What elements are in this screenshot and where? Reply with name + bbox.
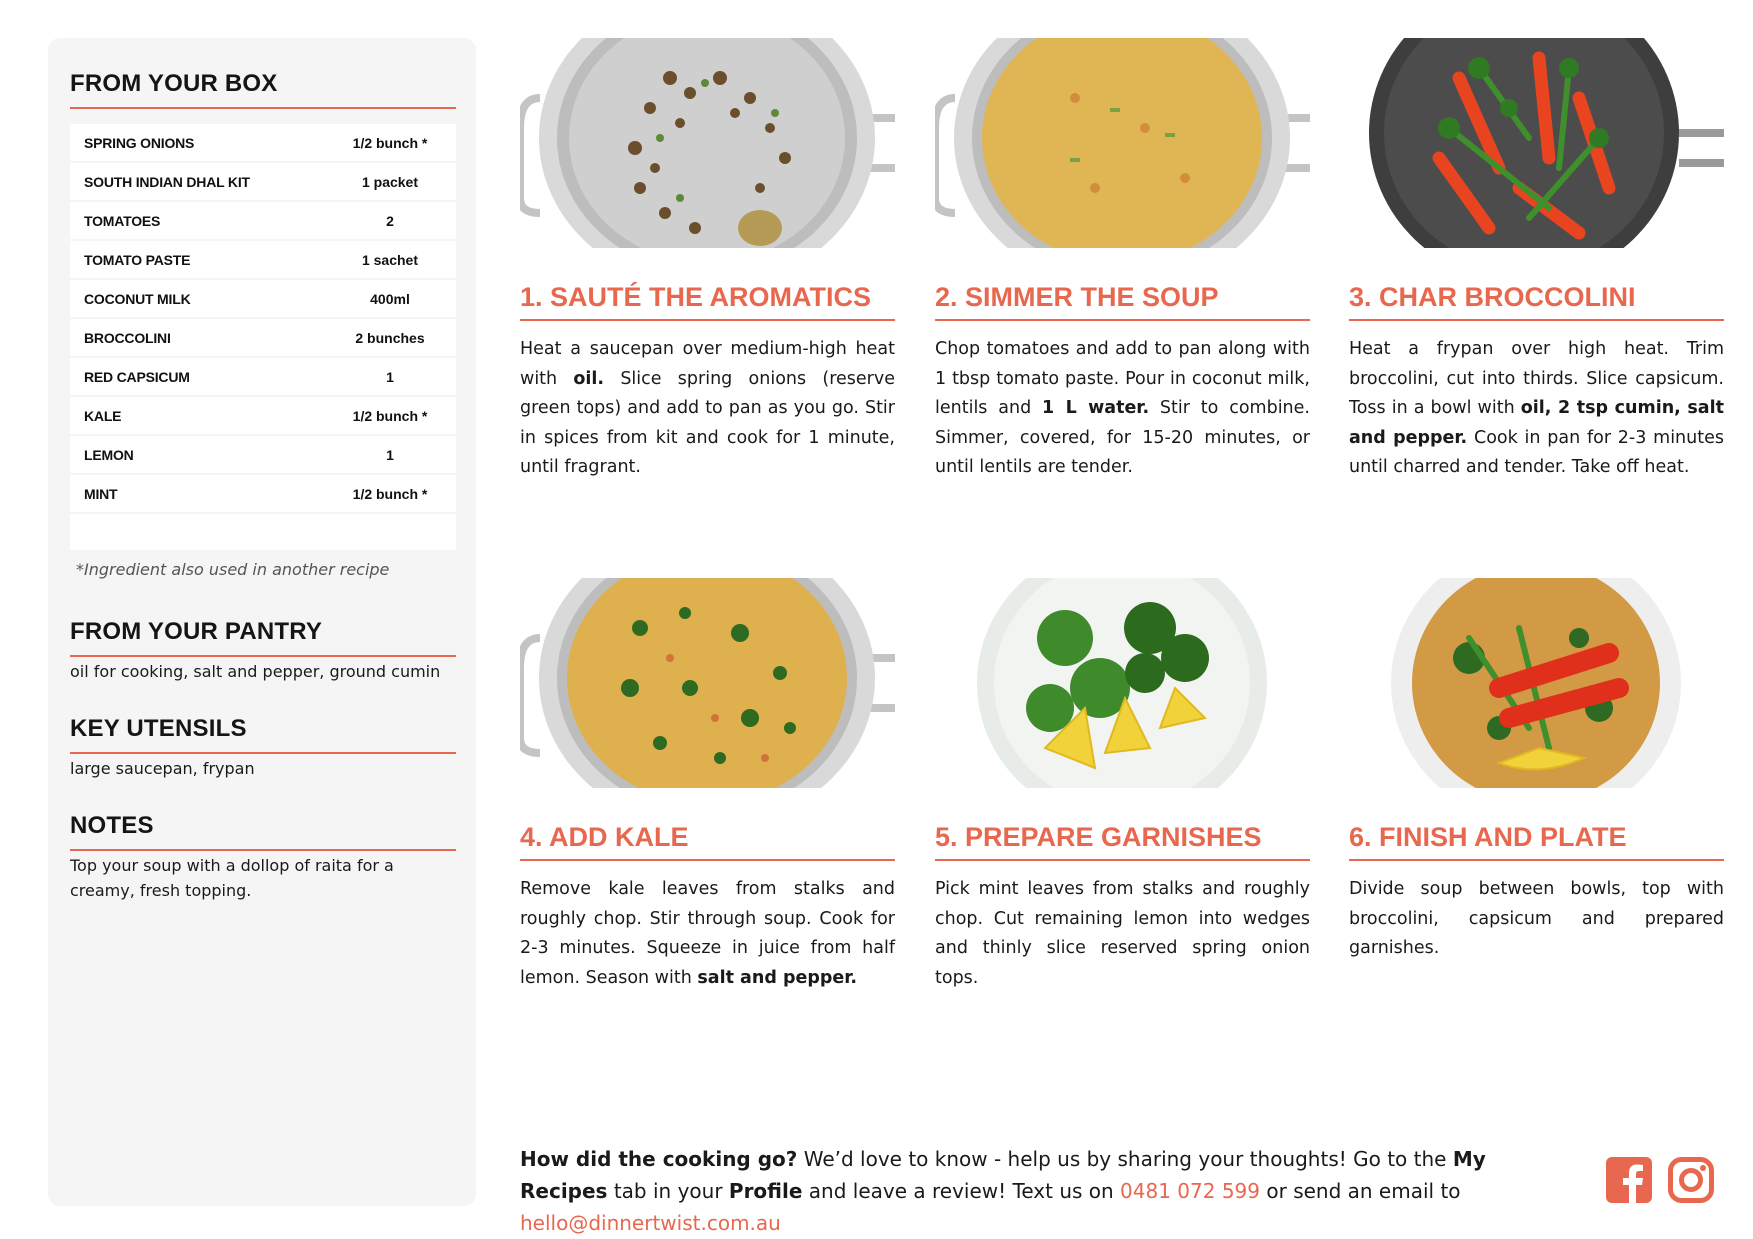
- step-6-photo: [1349, 578, 1724, 788]
- ingredient-row: [70, 358, 456, 397]
- ingredient-row: [70, 319, 456, 358]
- step-bold-text: oil, 2 tsp cumin, salt and pepper.: [1349, 398, 1724, 448]
- profile-label: Profile: [728, 1179, 803, 1203]
- ingredient-name: COCONUT MILK: [84, 290, 191, 307]
- ingredient-row: [70, 436, 456, 475]
- ingredients-sidebar: [48, 38, 476, 1206]
- step-text: Chop tomatoes and add to pan along with 1 tbsp tomato paste. Pour in coconut milk, lentils and: [935, 339, 1310, 418]
- ingredient-qty: 1 sachet: [361, 251, 419, 268]
- ingredient-name: MINT: [84, 485, 118, 502]
- ingredient-name: SPRING ONIONS: [84, 134, 195, 151]
- feedback-question: How did the cooking go?: [520, 1147, 798, 1171]
- ingredient-row: [70, 202, 456, 241]
- step-text: Divide soup between bowls, top with broccolini, capsicum and prepared garnishes.: [1349, 879, 1724, 958]
- instagram-icon[interactable]: [1668, 1157, 1714, 1203]
- step-text: Cook in pan for 2-3 minutes until charred and tender. Take off heat.: [1349, 427, 1724, 477]
- feedback-text-part: We’d love to know - help us by sharing your thoughts! Go to the: [797, 1147, 1453, 1171]
- step-text: Heat a saucepan over medium-high heat with: [520, 339, 895, 389]
- ingredient-qty: 1/2 bunch *: [352, 407, 428, 424]
- my-recipes-label: My Recipes: [520, 1147, 1486, 1203]
- facebook-icon[interactable]: [1606, 1157, 1652, 1203]
- step-3: [1349, 38, 1724, 483]
- ingredient-row: [70, 241, 456, 280]
- step-bold-text: oil.: [573, 368, 605, 389]
- ingredient-qty: 2 bunches: [355, 329, 425, 346]
- notes-text: Top your soup with a dollop of raita for a creamy, fresh topping.: [70, 856, 394, 900]
- feedback-text-part: and leave a review! Text us on: [802, 1179, 1121, 1203]
- step-5-body: [935, 875, 1310, 993]
- ingredient-name: SOUTH INDIAN DHAL KIT: [84, 173, 250, 190]
- ingredient-row: [70, 280, 456, 319]
- ingredient-name: BROCCOLINI: [84, 329, 171, 346]
- from-your-pantry-heading: FROM YOUR PANTRY: [70, 618, 456, 657]
- step-4: [520, 578, 895, 993]
- step-6: [1349, 578, 1724, 964]
- email-link[interactable]: hello@dinnertwist.com.au: [520, 1211, 781, 1235]
- step-3-photo: [1349, 38, 1724, 248]
- pantry-text: oil for cooking, salt and pepper, ground cumin: [70, 662, 441, 681]
- ingredient-qty: 1: [386, 446, 394, 463]
- from-your-box-heading: FROM YOUR BOX: [70, 70, 456, 109]
- step-text: Stir to combine. Simmer, covered, for 15-20 minutes, or until lentils are tender.: [935, 398, 1310, 477]
- ingredient-row: [70, 124, 456, 163]
- step-6-body: [1349, 875, 1724, 964]
- step-4-body: [520, 875, 895, 993]
- ingredient-qty: 1: [386, 368, 394, 385]
- step-5-photo: [935, 578, 1310, 788]
- step-1-photo: [520, 38, 895, 248]
- step-1: [520, 38, 895, 483]
- step-5: [935, 578, 1310, 993]
- step-text: Pick mint leaves from stalks and roughly chop. Cut remaining lemon into wedges and thinly slice reserved spring onion tops.: [935, 879, 1310, 988]
- box-ingredients-table: [70, 124, 456, 550]
- utensils-text: large saucepan, frypan: [70, 759, 255, 778]
- ingredient-name: TOMATOES: [84, 212, 161, 229]
- ingredient-row: [70, 397, 456, 436]
- feedback-text-part: or send an email to: [1260, 1179, 1461, 1203]
- ingredient-row: [70, 163, 456, 202]
- step-2-body: [935, 335, 1310, 483]
- ingredient-qty: 400ml: [370, 290, 410, 307]
- ingredient-name: KALE: [84, 407, 122, 424]
- step-5-title: 5. PREPARE GARNISHES: [935, 822, 1310, 861]
- step-2-title: 2. SIMMER THE SOUP: [935, 282, 1310, 321]
- ingredient-footnote: *Ingredient also used in another recipe: [76, 560, 390, 579]
- step-3-body: [1349, 335, 1724, 483]
- key-utensils-heading: KEY UTENSILS: [70, 715, 456, 754]
- step-4-photo: [520, 578, 895, 788]
- step-text: Heat a frypan over high heat. Trim broccolini, cut into thirds. Slice capsicum. Toss in a bowl with: [1349, 339, 1724, 418]
- ingredient-qty: 1/2 bunch *: [352, 134, 428, 151]
- step-4-title: 4. ADD KALE: [520, 822, 895, 861]
- ingredient-qty: 1 packet: [361, 173, 419, 190]
- ingredient-qty: 2: [386, 212, 394, 229]
- feedback-text: [520, 1143, 1580, 1239]
- step-text: Slice spring onions (reserve green tops) and add to pan as you go. Stir in spices from kit and cook for 1 minute, until fragrant.: [520, 368, 895, 477]
- step-2-photo: [935, 38, 1310, 248]
- ingredient-name: LEMON: [84, 446, 134, 463]
- ingredient-name: RED CAPSICUM: [84, 368, 190, 385]
- ingredient-qty: 1/2 bunch *: [352, 485, 428, 502]
- step-3-title: 3. CHAR BROCCOLINI: [1349, 282, 1724, 321]
- ingredient-name: TOMATO PASTE: [84, 251, 191, 268]
- step-bold-text: 1 L water.: [1042, 398, 1150, 418]
- step-2: [935, 38, 1310, 483]
- step-bold-text: salt and pepper.: [697, 967, 858, 988]
- notes-heading: NOTES: [70, 812, 456, 851]
- step-1-title: 1. SAUTÉ THE AROMATICS: [520, 282, 895, 321]
- step-6-title: 6. FINISH AND PLATE: [1349, 822, 1724, 861]
- step-1-body: [520, 335, 895, 483]
- empty-row: [70, 514, 456, 550]
- ingredient-row: [70, 475, 456, 514]
- feedback-text-part: tab in your: [607, 1179, 729, 1203]
- phone-link[interactable]: 0481 072 599: [1120, 1179, 1261, 1203]
- step-text: Remove kale leaves from stalks and roughly chop. Stir through soup. Cook for 2-3 minutes. Squeeze in juice from half lemon. Season with: [520, 879, 895, 988]
